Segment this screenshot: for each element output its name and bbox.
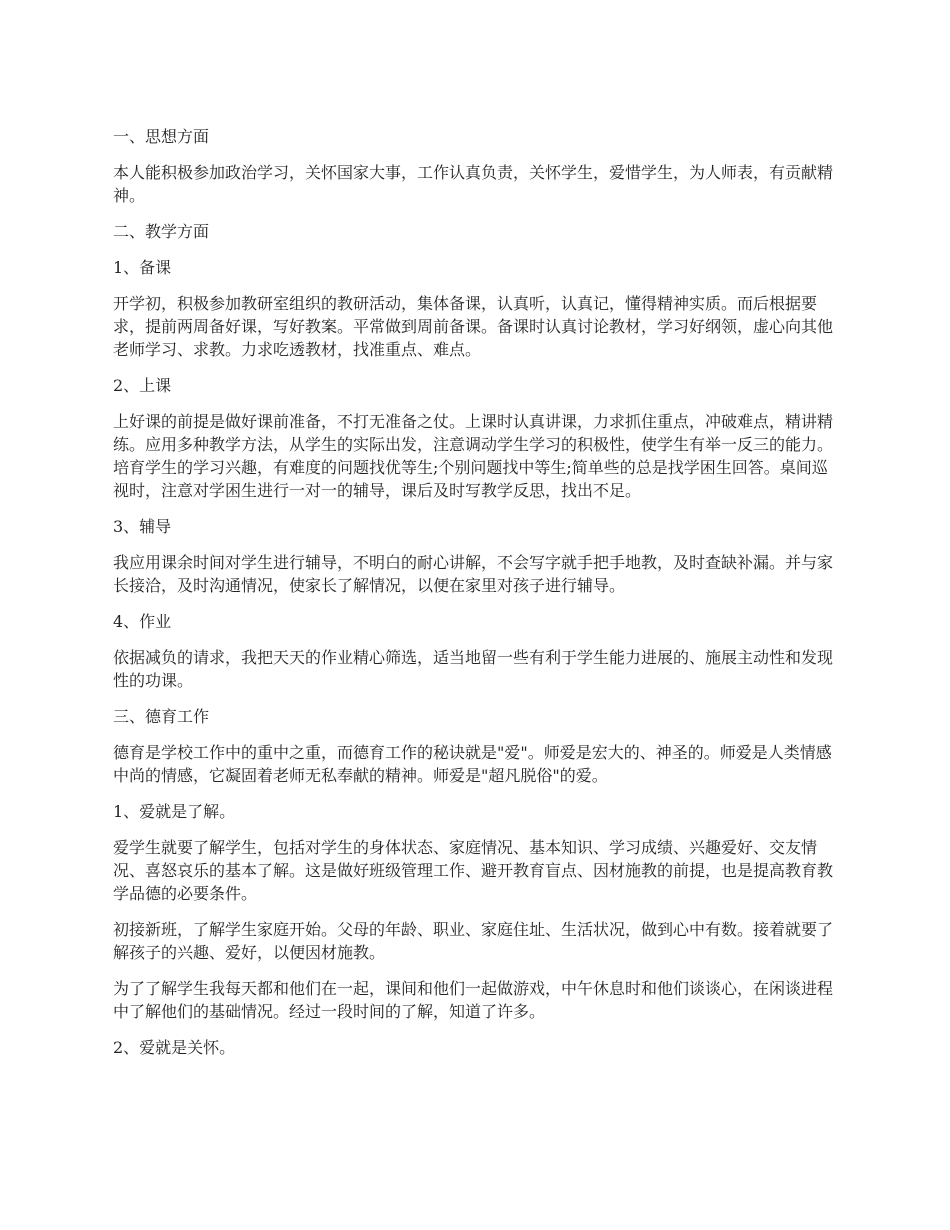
document-body — [113, 125, 840, 1072]
paragraph: 依据减负的请求，我把天天的作业精心筛选，适当地留一些有利于学生能力进展的、施展主动性和发现性的功课。 — [113, 648, 834, 690]
paragraph: 德育是学校工作中的重中之重，而德育工作的秘诀就是"爱"。师爱是宏大的、神圣的。师爱是人类情感中尚的情感，它凝固着老师无私奉献的精神。师爱是"超凡脱俗"的爱。 — [113, 743, 832, 785]
paragraph: 开学初，积极参加教研室组织的教研活动，集体备课，认真听，认真记，懂得精神实质。而后根据要求，提前两周备好课，写好教案。平常做到周前备课。备课时认真讨论教材，学习好纲领，虚心向其他老师学习、求教。力求吃透教材，找准重点、难点。 — [113, 294, 834, 359]
subheading-class: 2、上课 — [113, 376, 172, 395]
paragraph: 初接新班，了解学生家庭开始。父母的年龄、职业、家庭住址、生活状况，做到心中有数。接着就要了解孩子的兴趣、爱好，以便因材施教。 — [113, 920, 834, 962]
subheading-love-is-care: 2、爱就是关怀。 — [113, 1038, 236, 1057]
paragraph: 爱学生就要了解学生，包括对学生的身体状态、家庭情况、基本知识、学习成绩、兴趣爱好、交友情况、喜怒哀乐的基本了解。这是做好班级管理工作、避开教育盲点、因材施教的前提，也是提高教育教学品德的必要条件。 — [113, 838, 834, 903]
paragraph: 上好课的前提是做好课前准备，不打无准备之仗。上课时认真讲课，力求抓住重点，冲破难点，精讲精练。应用多种教学方法，从学生的实际出发，注意调动学生学习的积极性，使学生有举一反三的能力。培育学生的学习兴趣，有难度的问题找优等生;个别问题找中等生;简单些的总是找学困生回答。桌间巡视时，注意对学困生进行一对一的辅导，课后及时写教学反思，找出不足。 — [113, 412, 834, 500]
paragraph: 为了了解学生我每天都和他们在一起，课间和他们一起做游戏，中午休息时和他们谈谈心，在闲谈进程中了解他们的基础情况。经过一段时间的了解，知道了许多。 — [113, 979, 834, 1021]
section-heading-moral-education: 三、德育工作 — [113, 707, 210, 726]
section-heading-teaching: 二、教学方面 — [113, 222, 210, 241]
subheading-love-is-understanding: 1、爱就是了解。 — [113, 802, 236, 821]
paragraph: 本人能积极参加政治学习，关怀国家大事，工作认真负责，关怀学生，爱惜学生，为人师表，有贡献精神。 — [113, 163, 834, 205]
subheading-tutoring: 3、辅导 — [113, 517, 172, 536]
subheading-homework: 4、作业 — [113, 612, 172, 631]
subheading-lesson-prep: 1、备课 — [113, 258, 172, 277]
section-heading-ideology: 一、思想方面 — [113, 127, 210, 146]
paragraph: 我应用课余时间对学生进行辅导，不明白的耐心讲解，不会写字就手把手地教，及时查缺补漏。并与家长接洽，及时沟通情况，使家长了解情况，以便在家里对孩子进行辅导。 — [113, 553, 834, 595]
